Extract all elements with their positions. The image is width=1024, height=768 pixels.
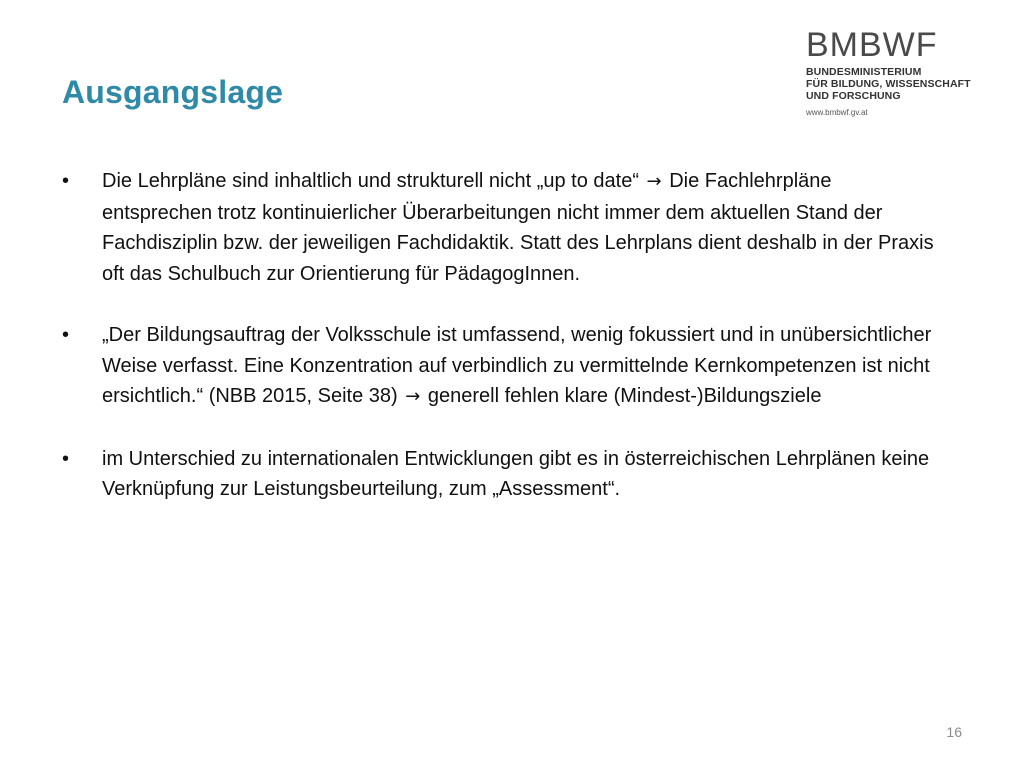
- bullet-text: generell fehlen klare (Mindest-)Bildungsziele: [427, 385, 822, 407]
- logo-line-1: BUNDESMINISTERIUM: [806, 66, 922, 78]
- slide-title: Ausgangslage: [62, 74, 284, 110]
- bmbwf-logo: [806, 28, 996, 117]
- bullet-text: Die Lehrpläne sind inhaltlich und strukturell nicht „up to date“: [102, 170, 639, 192]
- bullet-dot-icon: •: [62, 324, 70, 346]
- bullet-list: [62, 166, 942, 536]
- bullet-dot-icon: •: [62, 170, 70, 192]
- bullet-item: [62, 320, 942, 413]
- bullet-text: „Der Bildungsauftrag der Volksschule ist umfassend, wenig fokussiert und in unübersichtlicher Weise verfasst. Eine Konzentration auf verbindlich zu vermittelnde Kernkompetenzen ist nicht ersichtlich.“ (NBB 2015, Seite 38): [102, 324, 932, 407]
- right-arrow-icon: →: [646, 171, 662, 192]
- bullet-text: im Unterschied zu internationalen Entwicklungen gibt es in österreichischen Lehrplänen keine Verknüpfung zur Leistungsbeurteilung, zum „Assessment“.: [102, 447, 930, 500]
- bullet-item: [62, 444, 942, 505]
- logo-line-3: UND FORSCHUNG: [806, 90, 901, 102]
- bullet-text: Die Fachlehrpläne entsprechen trotz kontinuierlicher Überarbeitungen nicht immer dem aktuellen Stand der Fachdisziplin bzw. der jeweiligen Fachdidaktik. Statt des Lehrplans dient deshalb in der Praxis oft das Schulbuch zur Orientierung für PädagogInnen.: [102, 170, 934, 285]
- bullet-item: [62, 166, 942, 289]
- right-arrow-icon: →: [405, 386, 421, 407]
- page-number: 16: [946, 724, 962, 740]
- bullet-dot-icon: •: [62, 447, 70, 470]
- logo-mark: BMBWF: [806, 26, 938, 64]
- logo-line-2: FÜR BILDUNG, WISSENSCHAFT: [806, 78, 971, 90]
- logo-url: www.bmbwf.gv.at: [806, 108, 868, 117]
